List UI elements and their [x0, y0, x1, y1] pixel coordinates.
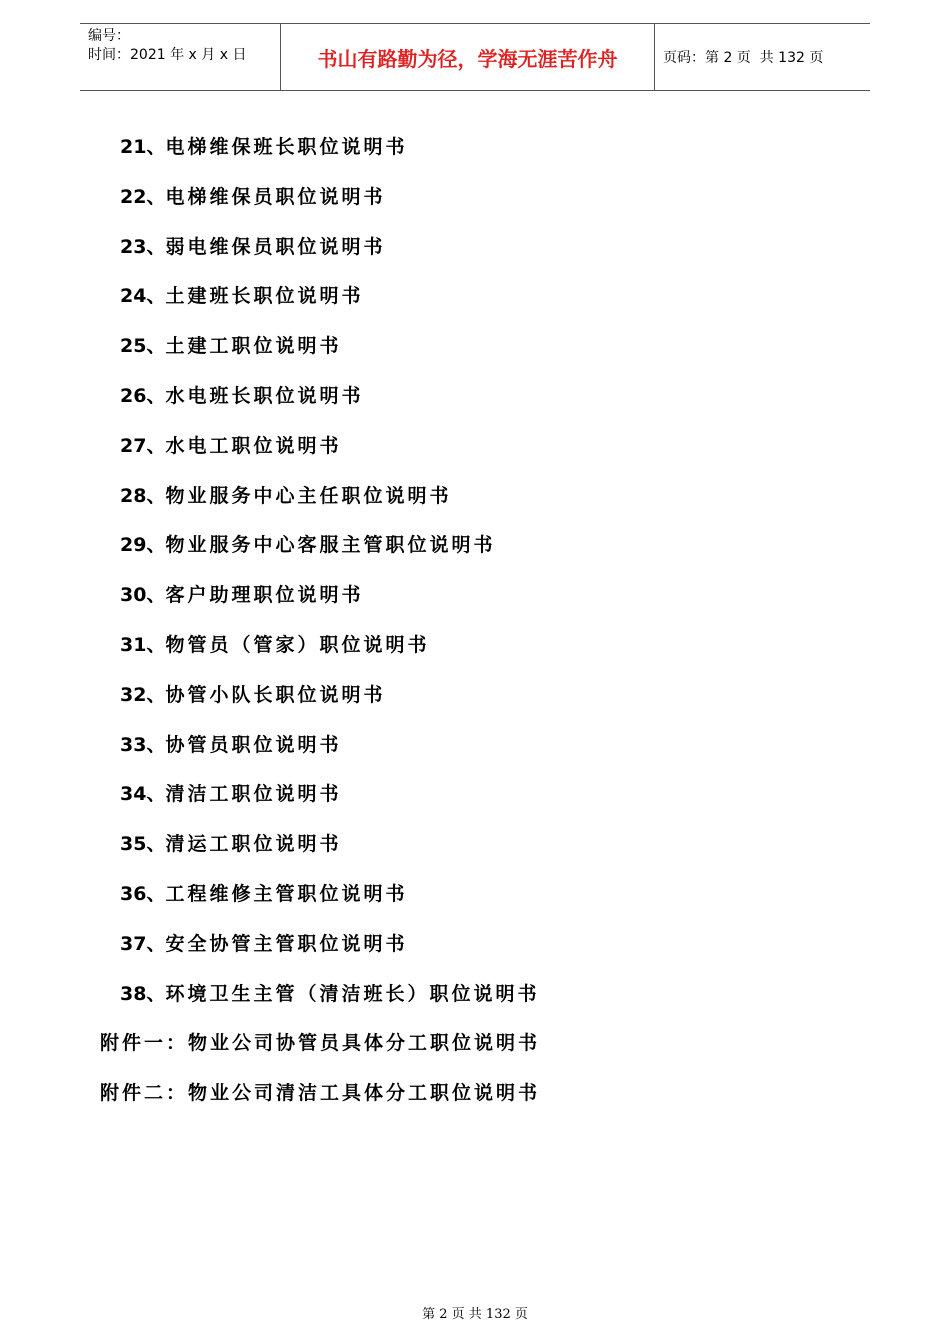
toc-item-number: 24、	[120, 285, 166, 308]
toc-item-number: 35、	[120, 833, 166, 856]
toc-item-title: 物业服务中心客服主管职位说明书	[165, 534, 496, 557]
page-header	[80, 23, 870, 91]
header-meta	[80, 24, 281, 90]
toc-item	[120, 633, 429, 657]
toc-item-title: 物管员（管家）职位说明书	[165, 634, 430, 656]
toc-item-title: 附件二：物业公司清洁工具体分工职位说明书	[100, 1082, 541, 1105]
toc-item-number: 22、	[120, 185, 166, 208]
toc-item-number: 27、	[120, 434, 166, 457]
toc-item-number: 36、	[120, 883, 166, 905]
toc-item-number: 38、	[120, 982, 166, 1005]
toc-item	[120, 782, 341, 806]
toc-item-number: 26、	[120, 385, 166, 407]
toc-item-title: 物业服务中心主任职位说明书	[165, 484, 452, 507]
toc-item-title: 弱电维保员职位说明书	[165, 235, 386, 258]
page-footer: 第 2 页 共 132 页	[422, 1307, 528, 1322]
toc-item-title: 清运工职位说明书	[165, 833, 342, 856]
toc-item-number: 33、	[120, 733, 166, 756]
toc-item-number: 30、	[120, 584, 166, 607]
toc-item-title: 附件一：物业公司协管员具体分工职位说明书	[100, 1032, 541, 1055]
toc-item	[100, 1031, 540, 1055]
toc-item-title: 协管小队长职位说明书	[165, 683, 386, 706]
toc-item-number: 29、	[120, 534, 166, 557]
toc-item	[120, 284, 363, 308]
toc-item-number: 32、	[120, 683, 166, 706]
header-motto: 书山有路勤为径，学海无涯苦作舟	[281, 24, 655, 90]
toc-item-title: 土建班长职位说明书	[165, 285, 364, 308]
toc-item	[120, 434, 341, 458]
toc-item	[120, 235, 385, 259]
toc-item	[120, 832, 341, 856]
toc-item	[120, 683, 385, 707]
toc-item	[120, 982, 539, 1006]
toc-item-title: 水电工职位说明书	[165, 434, 342, 457]
toc-item-title: 环境卫生主管（清洁班长）职位说明书	[165, 982, 540, 1005]
toc-item	[120, 932, 407, 956]
toc-item-title: 土建工职位说明书	[165, 335, 342, 358]
toc-item	[120, 384, 363, 408]
toc-item-number: 34、	[120, 783, 166, 806]
toc-item-title: 电梯维保班长职位说明书	[165, 136, 408, 158]
toc-item	[120, 135, 407, 159]
toc-item	[120, 334, 341, 358]
toc-item	[120, 533, 495, 557]
toc-item-number: 23、	[120, 235, 166, 258]
toc-item-title: 安全协管主管职位说明书	[165, 932, 408, 955]
toc-item-number: 37、	[120, 932, 166, 955]
toc-item-title: 电梯维保员职位说明书	[165, 185, 386, 208]
toc-item	[100, 1081, 540, 1105]
header-page-info	[655, 24, 870, 90]
toc-item-title: 工程维修主管职位说明书	[165, 883, 408, 905]
serial-label: 编号：	[88, 28, 130, 44]
toc-item-number: 31、	[120, 634, 166, 656]
toc-item	[120, 185, 385, 209]
toc-item-number: 28、	[120, 484, 166, 507]
toc-item-title: 协管员职位说明书	[165, 733, 342, 756]
header-page-label: 页码：第 2 页 共 132 页	[663, 50, 824, 66]
toc-item	[120, 583, 363, 607]
toc-item-number: 21、	[120, 136, 166, 158]
time-label: 时间：2021 年 x 月 x 日	[88, 47, 247, 63]
toc-item	[120, 484, 451, 508]
toc-item	[120, 733, 341, 757]
toc-item-number: 25、	[120, 335, 166, 358]
toc-item-title: 客户助理职位说明书	[165, 584, 364, 607]
toc-item-title: 水电班长职位说明书	[165, 385, 364, 407]
toc-item-title: 清洁工职位说明书	[165, 783, 342, 806]
toc-item	[120, 882, 407, 906]
